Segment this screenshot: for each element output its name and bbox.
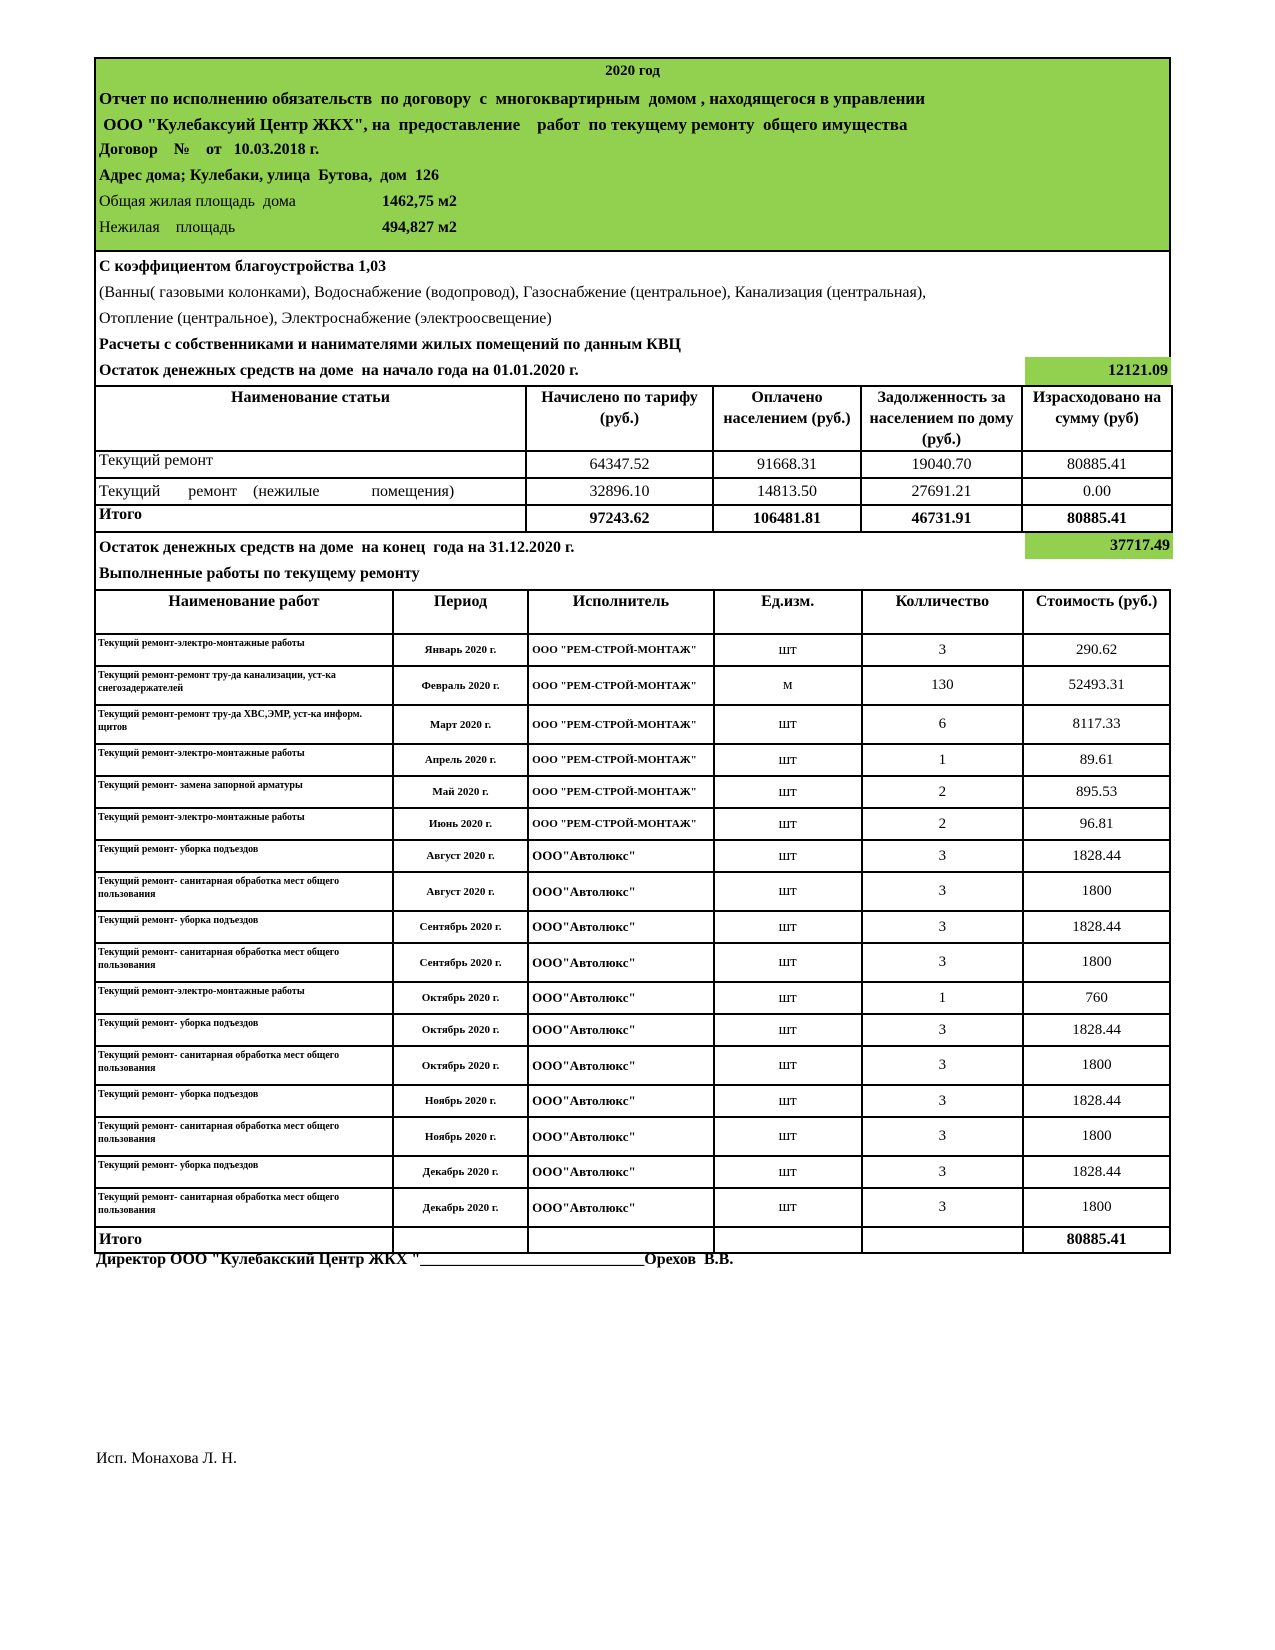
work-name: Текущий ремонт- уборка подъездов	[95, 1156, 393, 1188]
col-header-period: Период	[393, 590, 528, 634]
work-cost: 52493.31	[1023, 666, 1170, 705]
work-period: Сентябрь 2020 г.	[393, 911, 528, 943]
work-contractor: ООО "РЕМ-СТРОЙ-МОНТАЖ"	[528, 744, 714, 776]
table-row	[95, 705, 1170, 744]
work-cost: 760	[1023, 982, 1170, 1014]
total-debt: 46731.91	[861, 505, 1022, 532]
balance-end-label: Остаток денежных средств на доме на конец года на 31.12.2020 г.	[99, 539, 575, 556]
work-period: Ноябрь 2020 г.	[393, 1117, 528, 1156]
total-spent: 80885.41	[1022, 505, 1172, 532]
work-cost: 895.53	[1023, 776, 1170, 808]
work-cost: 1828.44	[1023, 1014, 1170, 1046]
work-period: Июнь 2020 г.	[393, 808, 528, 840]
table-row	[95, 666, 1170, 705]
address-line: Адрес дома; Кулебаки, улица Бутова, дом 126	[99, 167, 439, 184]
work-period: Май 2020 г.	[393, 776, 528, 808]
row-charged: 32896.10	[526, 478, 713, 505]
contract-line: Договор № от 10.03.2018 г.	[99, 141, 320, 158]
col-header-spent: Израсходовано на сумму (руб)	[1022, 386, 1172, 451]
executor-name: Исп. Монахова Л. Н.	[96, 1450, 237, 1467]
work-quantity: 3	[862, 1046, 1024, 1085]
amenities-line1: (Ванны( газовыми колонками), Водоснабжение (водопровод), Газоснабжение (центральное), Канализация (центральная),	[99, 284, 927, 301]
work-name: Текущий ремонт- уборка подъездов	[95, 911, 393, 943]
work-contractor: ООО"Автолюкс"	[528, 1085, 714, 1117]
work-quantity: 2	[862, 808, 1024, 840]
work-name: Текущий ремонт-электро-монтажные работы	[95, 744, 393, 776]
work-contractor: ООО"Автолюкс"	[528, 1188, 714, 1227]
work-contractor: ООО"Автолюкс"	[528, 1046, 714, 1085]
row-paid: 91668.31	[713, 451, 861, 478]
col-header-charged: Начислено по тарифу (руб.)	[526, 386, 713, 451]
work-name: Текущий ремонт- уборка подъездов	[95, 1014, 393, 1046]
work-period: Январь 2020 г.	[393, 634, 528, 666]
table-row	[95, 478, 1172, 505]
col-header-contractor: Исполнитель	[528, 590, 714, 634]
work-unit: шт	[714, 634, 862, 666]
works-total-label: Итого	[95, 1227, 393, 1253]
work-cost: 89.61	[1023, 744, 1170, 776]
work-unit: шт	[714, 1156, 862, 1188]
work-quantity: 3	[862, 872, 1024, 911]
total-paid: 106481.81	[713, 505, 861, 532]
table-row	[95, 451, 1172, 478]
director-signature: Директор ООО "Кулебакский Центр ЖКХ "____________________________Орехов В.В.	[96, 1251, 734, 1268]
work-unit: шт	[714, 840, 862, 872]
work-cost: 1800	[1023, 1188, 1170, 1227]
work-quantity: 3	[862, 840, 1024, 872]
work-quantity: 1	[862, 744, 1024, 776]
works-total-row	[95, 1227, 1170, 1253]
work-name: Текущий ремонт- санитарная обработка мест общего пользования	[95, 943, 393, 982]
coefficient-line: С коэффициентом благоустройства 1,03	[99, 258, 387, 275]
work-cost: 96.81	[1023, 808, 1170, 840]
work-quantity: 2	[862, 776, 1024, 808]
row-debt: 27691.21	[861, 478, 1022, 505]
work-name: Текущий ремонт-электро-монтажные работы	[95, 808, 393, 840]
empty-cell	[714, 1227, 862, 1253]
work-cost: 1800	[1023, 943, 1170, 982]
work-contractor: ООО"Автолюкс"	[528, 1156, 714, 1188]
work-period: Ноябрь 2020 г.	[393, 1085, 528, 1117]
work-unit: шт	[714, 1188, 862, 1227]
work-contractor: ООО "РЕМ-СТРОЙ-МОНТАЖ"	[528, 634, 714, 666]
work-period: Март 2020 г.	[393, 705, 528, 744]
work-period: Сентябрь 2020 г.	[393, 943, 528, 982]
col-header-item: Наименование статьи	[95, 386, 526, 451]
work-quantity: 6	[862, 705, 1024, 744]
row-spent: 0.00	[1022, 478, 1172, 505]
nonliving-area-value: 494,827 м2	[382, 219, 457, 236]
table-row	[95, 1156, 1170, 1188]
work-name: Текущий ремонт-ремонт тру-да канализации, уст-ка снегозадержателей	[95, 666, 393, 705]
work-name: Текущий ремонт- замена запорной арматуры	[95, 776, 393, 808]
work-unit: шт	[714, 943, 862, 982]
work-period: Август 2020 г.	[393, 872, 528, 911]
work-quantity: 3	[862, 1156, 1024, 1188]
work-quantity: 3	[862, 943, 1024, 982]
empty-cell	[862, 1227, 1024, 1253]
table-row	[95, 840, 1170, 872]
work-quantity: 3	[862, 1085, 1024, 1117]
work-name: Текущий ремонт-электро-монтажные работы	[95, 634, 393, 666]
work-period: Октябрь 2020 г.	[393, 1046, 528, 1085]
table-row	[95, 1117, 1170, 1156]
col-header-debt: Задолженность за населением по дому (руб.)	[861, 386, 1022, 451]
work-contractor: ООО"Автолюкс"	[528, 840, 714, 872]
report-title-line2: ООО "Кулебаксуий Центр ЖКХ", на предоставление работ по текущему ремонту общего имущества	[99, 115, 908, 134]
works-table	[94, 589, 1171, 1254]
work-contractor: ООО "РЕМ-СТРОЙ-МОНТАЖ"	[528, 666, 714, 705]
works-table-body	[95, 634, 1170, 1227]
col-header-work: Наименование работ	[95, 590, 393, 634]
work-contractor: ООО"Автолюкс"	[528, 872, 714, 911]
report-header	[94, 57, 1171, 250]
work-unit: шт	[714, 776, 862, 808]
work-period: Октябрь 2020 г.	[393, 982, 528, 1014]
work-contractor: ООО "РЕМ-СТРОЙ-МОНТАЖ"	[528, 808, 714, 840]
table-row	[95, 1046, 1170, 1085]
work-name: Текущий ремонт- санитарная обработка мест общего пользования	[95, 1188, 393, 1227]
empty-cell	[528, 1227, 714, 1253]
work-name: Текущий ремонт- санитарная обработка мест общего пользования	[95, 1117, 393, 1156]
total-charged: 97243.62	[526, 505, 713, 532]
table-row	[95, 1014, 1170, 1046]
table-row	[95, 1188, 1170, 1227]
col-header-cost: Стоимость (руб.)	[1023, 590, 1170, 634]
report-page	[94, 57, 1171, 1254]
work-unit: шт	[714, 744, 862, 776]
work-unit: м	[714, 666, 862, 705]
amenities-line2: Отопление (центральное), Электроснабжение (электроосвещение)	[99, 310, 552, 327]
table-row	[95, 808, 1170, 840]
total-label: Итого	[95, 505, 526, 532]
works-table-header	[95, 590, 1170, 634]
work-period: Октябрь 2020 г.	[393, 1014, 528, 1046]
settlements-line: Расчеты с собственниками и нанимателями жилых помещений по данным КВЦ	[99, 336, 681, 353]
work-quantity: 1	[862, 982, 1024, 1014]
work-unit: шт	[714, 1085, 862, 1117]
row-item: Текущий ремонт	[95, 451, 526, 478]
work-contractor: ООО"Автолюкс"	[528, 911, 714, 943]
work-unit: шт	[714, 705, 862, 744]
table-row	[95, 744, 1170, 776]
works-total-value: 80885.41	[1023, 1227, 1170, 1253]
col-header-quantity: Колличество	[862, 590, 1024, 634]
work-contractor: ООО"Автолюкс"	[528, 1117, 714, 1156]
nonliving-area-label: Нежилая площадь	[99, 219, 236, 236]
settlement-table-header	[95, 386, 1172, 451]
work-cost: 1828.44	[1023, 1085, 1170, 1117]
settlement-total-row	[95, 505, 1172, 532]
works-title: Выполненные работы по текущему ремонту	[99, 565, 420, 582]
work-unit: шт	[714, 1014, 862, 1046]
work-name: Текущий ремонт- уборка подъездов	[95, 840, 393, 872]
work-period: Февраль 2020 г.	[393, 666, 528, 705]
balance-start-label: Остаток денежных средств на доме на начало года на 01.01.2020 г.	[99, 362, 579, 379]
work-contractor: ООО"Автолюкс"	[528, 982, 714, 1014]
work-unit: шт	[714, 982, 862, 1014]
work-name: Текущий ремонт-электро-монтажные работы	[95, 982, 393, 1014]
living-area-label: Общая жилая площадь дома	[99, 193, 296, 210]
settlement-table	[94, 385, 1173, 533]
work-quantity: 3	[862, 634, 1024, 666]
col-header-unit: Ед.изм.	[714, 590, 862, 634]
work-name: Текущий ремонт-ремонт тру-да ХВС,ЭМР, уст-ка информ. щитов	[95, 705, 393, 744]
work-name: Текущий ремонт- санитарная обработка мест общего пользования	[95, 872, 393, 911]
table-row	[95, 872, 1170, 911]
work-unit: шт	[714, 1117, 862, 1156]
work-cost: 1828.44	[1023, 840, 1170, 872]
work-quantity: 3	[862, 911, 1024, 943]
table-row	[95, 776, 1170, 808]
work-period: Декабрь 2020 г.	[393, 1188, 528, 1227]
report-year: 2020 год	[605, 63, 660, 79]
work-name: Текущий ремонт- санитарная обработка мест общего пользования	[95, 1046, 393, 1085]
work-quantity: 130	[862, 666, 1024, 705]
work-cost: 1828.44	[1023, 911, 1170, 943]
info-block	[94, 250, 1171, 385]
work-contractor: ООО "РЕМ-СТРОЙ-МОНТАЖ"	[528, 705, 714, 744]
report-title-line1: Отчет по исполнению обязательств по договору с многоквартирным домом , находящегося в управлении	[99, 89, 926, 108]
empty-cell	[393, 1227, 528, 1253]
row-paid: 14813.50	[713, 478, 861, 505]
work-quantity: 3	[862, 1188, 1024, 1227]
table-row	[95, 634, 1170, 666]
col-header-paid: Оплачено населением (руб.)	[713, 386, 861, 451]
work-name: Текущий ремонт- уборка подъездов	[95, 1085, 393, 1117]
work-contractor: ООО"Автолюкс"	[528, 1014, 714, 1046]
work-cost: 1800	[1023, 1117, 1170, 1156]
work-contractor: ООО "РЕМ-СТРОЙ-МОНТАЖ"	[528, 776, 714, 808]
work-cost: 1828.44	[1023, 1156, 1170, 1188]
work-unit: шт	[714, 808, 862, 840]
work-cost: 1800	[1023, 872, 1170, 911]
living-area-value: 1462,75 м2	[382, 193, 457, 210]
work-unit: шт	[714, 1046, 862, 1085]
table-row	[95, 1085, 1170, 1117]
table-row	[95, 943, 1170, 982]
table-row	[95, 982, 1170, 1014]
work-period: Декабрь 2020 г.	[393, 1156, 528, 1188]
row-charged: 64347.52	[526, 451, 713, 478]
balance-end-value: 37717.49	[1025, 533, 1173, 559]
table-row	[95, 911, 1170, 943]
row-debt: 19040.70	[861, 451, 1022, 478]
row-spent: 80885.41	[1022, 451, 1172, 478]
work-cost: 8117.33	[1023, 705, 1170, 744]
work-period: Апрель 2020 г.	[393, 744, 528, 776]
balance-start-value: 12121.09	[1025, 357, 1171, 385]
work-cost: 290.62	[1023, 634, 1170, 666]
work-cost: 1800	[1023, 1046, 1170, 1085]
work-unit: шт	[714, 911, 862, 943]
work-contractor: ООО"Автолюкс"	[528, 943, 714, 982]
row-item: Текущий ремонт (нежилые помещения)	[95, 478, 526, 505]
work-quantity: 3	[862, 1117, 1024, 1156]
balance-end-block	[94, 533, 1171, 589]
work-unit: шт	[714, 872, 862, 911]
work-period: Август 2020 г.	[393, 840, 528, 872]
work-quantity: 3	[862, 1014, 1024, 1046]
